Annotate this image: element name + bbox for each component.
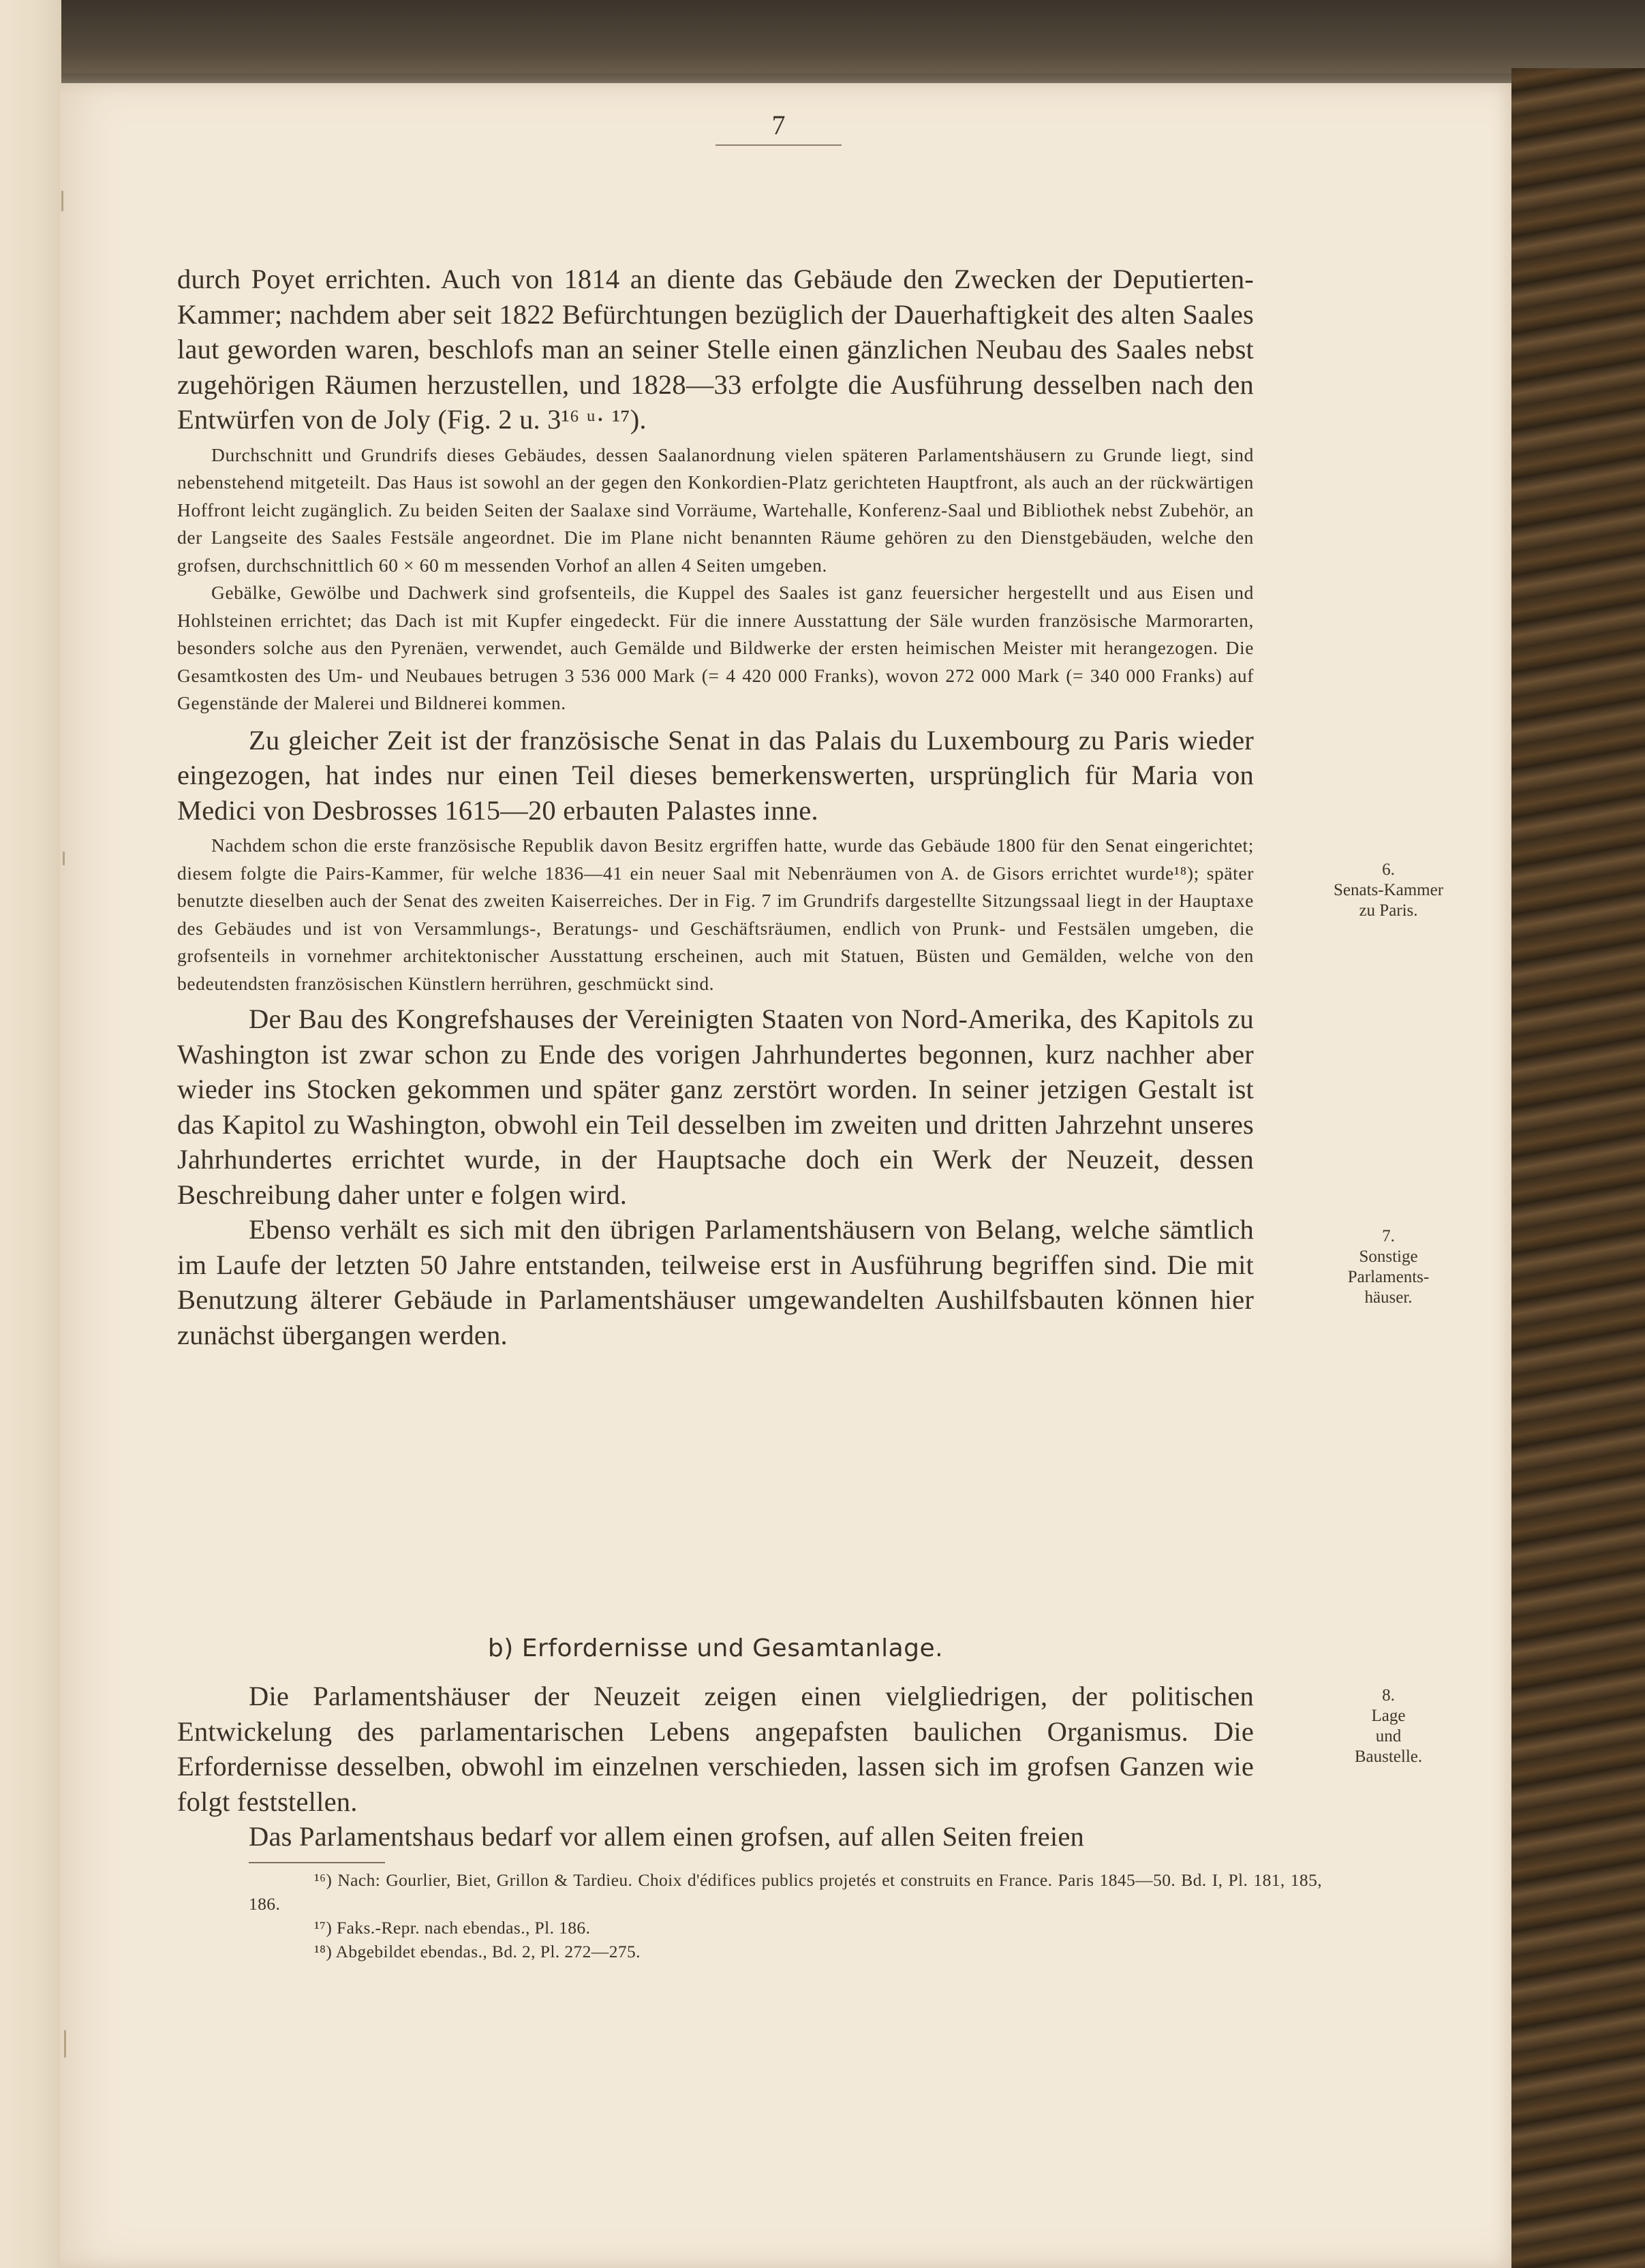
margin-note-other-parliaments: 7. Sonstige Parlaments- häuser. [1347, 1227, 1430, 1307]
footnotes [249, 1868, 1322, 1963]
page-crease-mark [61, 191, 63, 211]
paragraph-deputies-chamber: durch Poyet errichten. Auch von 1814 an diente das Gebäude den Zwecken der Deputierten-Kammer; nachdem aber seit 1822 Befürchtungen bezüglich der Dauerhaftigkeit des alten Saales laut geworden waren, beschlofs man an seiner Stelle einen gänzlichen Neubau des Saales nebst zugehörigen Räumen herzustellen, und 1828—33 erfolgte die Ausführung desselben nach den Entwürfen von de Joly (Fig. 2 u. 3¹⁶ ᵘ· ¹⁷). [177, 264, 1254, 435]
paragraph-small-plan-description: Durchschnitt und Grundrifs dieses Gebäudes, dessen Saalanordnung vielen späteren Parlamentshäusern zu Grunde liegt, sind nebenstehend mitgeteilt. Das Haus ist sowohl an der gegen den Konkordien-Platz gerichteten Hauptfront, als auch an der rückwärtigen Hoffront leicht zugänglich. Zu beiden Seiten der Saalaxe sind Vorräume, Wartehalle, Konferenz-Saal und Bibliothek nebst Zubehör, an der Langseite des Saales Festsäle angeordnet. Die im Plane nicht benannten Räume gehören zu den Dienstgebäuden, welche den grofsen, durchschnittlich 60 × 60 m messenden Vorhof an allen 4 Seiten umgeben. [177, 444, 1254, 576]
book-top-edge [0, 0, 1645, 75]
footnote-separator [249, 1862, 385, 1863]
footnote-18: ¹⁸) Abgebildet ebendas., Bd. 2, Pl. 272—275. [314, 1942, 641, 1961]
section-heading: b) Erfordernisse und Gesamtanlage. [487, 1634, 944, 1662]
footnote-16: ¹⁶) Nach: Gourlier, Biet, Grillon & Tardieu. Choix d'édifices publics projetés et construits en France. Paris 1845—50. Bd. I, Pl. 181, 185, 186. [249, 1870, 1322, 1914]
page-crease-mark [63, 852, 65, 865]
paragraph-requirements: Die Parlamentshäuser der Neuzeit zeigen einen vielgliedrigen, der politischen Entwickelung des parlamentarischen Lebens angepafsten baulichen Organismus. Die Erfordernisse desselben, obwohl im einzelnen verschieden, lassen sich im grofsen Ganzen wie folgt feststellen. [177, 1681, 1254, 1817]
page-crease-mark [64, 2030, 66, 2057]
facing-page-edge [0, 0, 61, 2268]
paragraph-small-senate-history: Nachdem schon die erste französische Republik davon Besitz ergriffen hatte, wurde das Gebäude 1800 für den Senat eingerichtet; diesem folgte die Pairs-Kammer, für welche 1836—41 ein neuer Saal mit Nebenräumen von A. de Gisors errichtet wurde¹⁸); später benutzte dieselben auch der Senat des zweiten Kaiserreiches. Der in Fig. 7 im Grundrifs dargestellte Sitzungssaal liegt in der Hauptaxe des Gebäudes und ist von Versammlungs-, Beratungs- und Geschäftsräumen, endlich von Prunk- und Festsälen umgeben, die grofsenteils in vornehmer architektonischer Ausstattung erscheinen, auch mit Statuen, Büsten und Gemälden, welche von den bedeutendsten französischen Künstlern herrühren, geschmückt sind. [177, 835, 1254, 994]
margin-note-site: 8. Lage und Baustelle. [1354, 1686, 1423, 1766]
paragraph-other-parliaments: Ebenso verhält es sich mit den übrigen Parlamentshäusern von Belang, welche sämtlich im Laufe der letzten 50 Jahre entstanden, teilweise erst in Ausführung begriffen sind. Die mit Benutzung älterer Gebäude in Parlamentshäuser umgewandelten Aushilfsbauten können hier zunächst übergangen werden. [177, 1214, 1254, 1350]
paragraph-capitol-washington: Der Bau des Kongrefshauses der Vereinigten Staaten von Nord-Amerika, des Kapitols zu Washington ist zwar schon zu Ende des vorigen Jahrhundertes begonnen, kurz nachher aber wieder ins Stocken gekommen und später ganz zerstört worden. In seiner jetzigen Gestalt ist das Kapitol zu Washington, obwohl ein Teil desselben im zweiten und dritten Jahrzehnt unseres Jahrhundertes errichtet wurde, in der Hauptsache doch ein Werk der Neuzeit, dessen Beschreibung daher unter e folgen wird. [177, 1004, 1254, 1210]
main-text-column [177, 262, 1254, 1352]
margin-note-senate: 6. Senats-Kammer zu Paris. [1333, 860, 1444, 920]
footnote-17: ¹⁷) Faks.-Repr. nach ebendas., Pl. 186. [314, 1918, 591, 1938]
book-cover-board [1511, 68, 1645, 2268]
paragraph-small-construction: Gebälke, Gewölbe und Dachwerk sind grofsenteils, die Kuppel des Saales ist ganz feuersicher hergestellt und aus Eisen und Hohlsteinen errichtet; das Dach ist mit Kupfer eingedeckt. Für die innere Ausstattung der Säle wurden französische Marmorarten, besonders solche aus den Pyrenäen, verwendet, auch Gemälde und Bildwerke der ersten heimischen Meister mit herangezogen. Die Gesamtkosten des Um- und Neubaues betrugen 3 536 000 Mark (= 4 420 000 Franks), wovon 272 000 Mark (= 340 000 Franks) auf Gegenstände der Malerei und Bildnerei kommen. [177, 582, 1254, 713]
paragraph-parliament-site: Das Parlamentshaus bedarf vor allem einen grofsen, auf allen Seiten freien [249, 1821, 1084, 1852]
page-number: 7 [716, 109, 842, 146]
paragraph-senate: Zu gleicher Zeit ist der französische Senat in das Palais du Luxembourg zu Paris wieder eingezogen, hat indes nur einen Teil dieses bemerkenswerten, ursprünglich für Maria von Medici von Desbrosses 1615—20 erbauten Palastes inne. [177, 724, 1254, 826]
section-b-text [177, 1679, 1254, 1854]
